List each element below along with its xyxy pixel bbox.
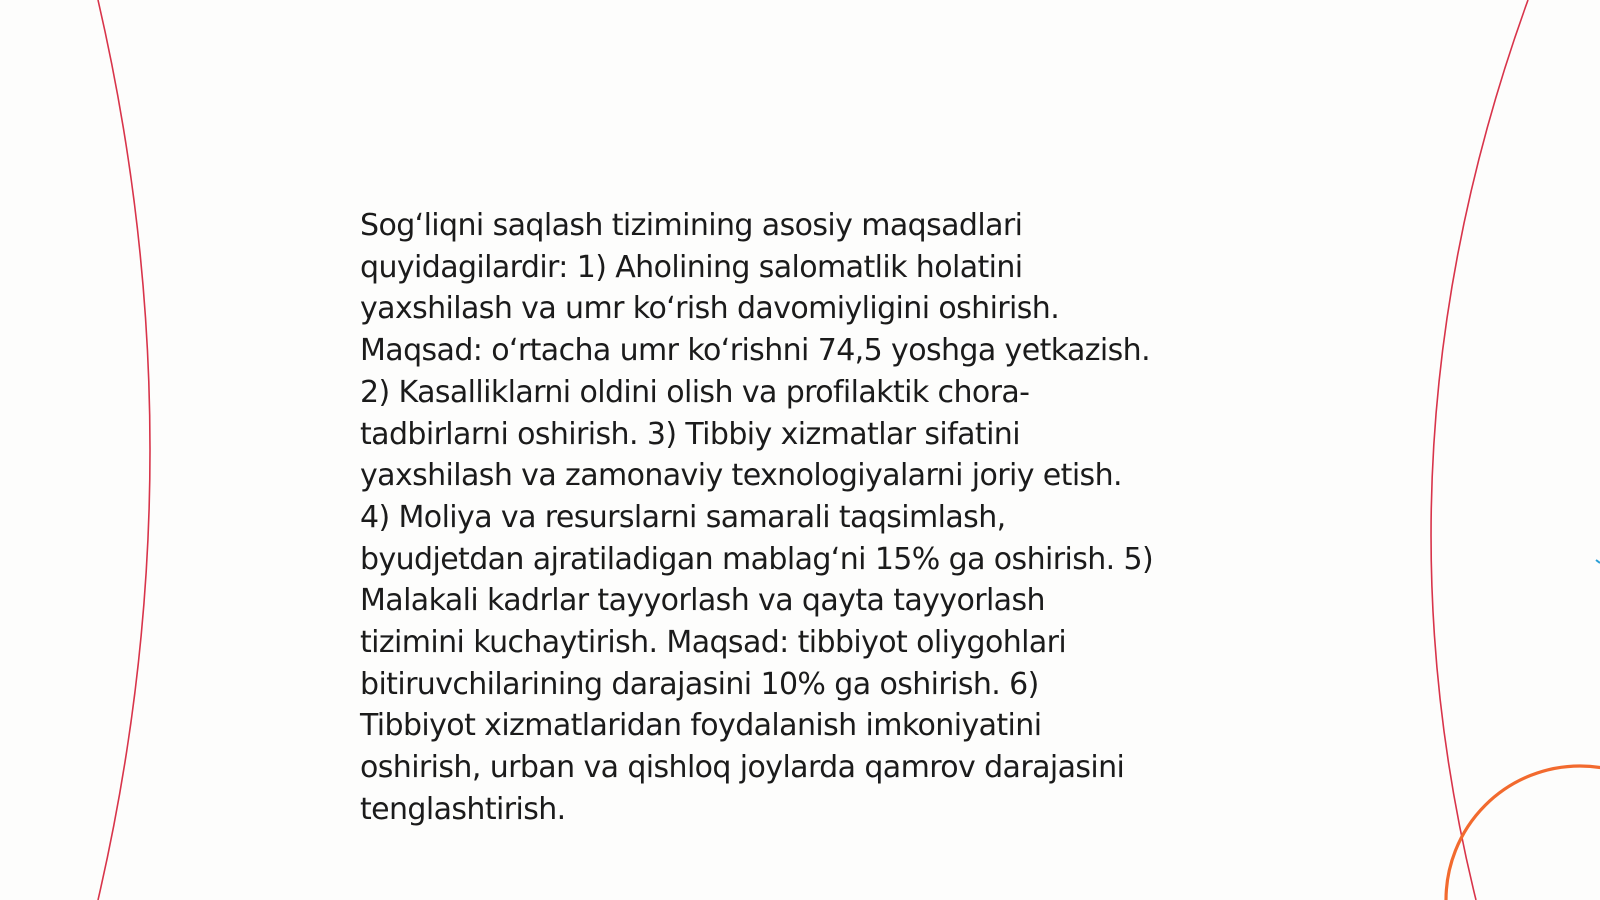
text-line: quyidagilardir: 1) Aholining salomatlik holatini — [360, 249, 1023, 285]
right-red-curve — [1431, 0, 1528, 900]
text-line: tenglashtirish. — [360, 791, 566, 827]
orange-circle-arc — [1446, 766, 1600, 900]
text-line: 2) Kasalliklarni oldini olish va profilaktik chora- — [360, 374, 1030, 410]
slide-body-text — [360, 205, 1260, 831]
blue-accent-tick — [1596, 560, 1600, 563]
text-line: tizimini kuchaytirish. Maqsad: tibbiyot oliygohlari — [360, 625, 1067, 661]
text-line: Tibbiyot xizmatlaridan foydalanish imkoniyatini — [360, 708, 1042, 744]
left-red-curve — [98, 0, 150, 900]
text-line: Malakali kadrlar tayyorlash va qayta tayyorlash — [360, 583, 1045, 619]
text-line: oshirish, urban va qishloq joylarda qamrov darajasini — [360, 750, 1125, 786]
text-line: bitiruvchilarining darajasini 10% ga oshirish. 6) — [360, 666, 1039, 702]
text-line: tadbirlarni oshirish. 3) Tibbiy xizmatlar sifatini — [360, 416, 1020, 452]
text-line: Sog‘liqni saqlash tizimining asosiy maqsadlari — [360, 208, 1023, 243]
text-line: yaxshilash va zamonaviy texnologiyalarni joriy etish. — [360, 458, 1122, 494]
text-line: yaxshilash va umr ko‘rish davomiyligini oshirish. — [360, 291, 1060, 327]
text-line: byudjetdan ajratiladigan mablag‘ni 15% ga oshirish. 5) — [360, 541, 1154, 577]
text-line: Maqsad: o‘rtacha umr ko‘rishni 74,5 yoshga yetkazish. — [360, 333, 1151, 369]
text-line: 4) Moliya va resurslarni samarali taqsimlash, — [360, 499, 1006, 535]
